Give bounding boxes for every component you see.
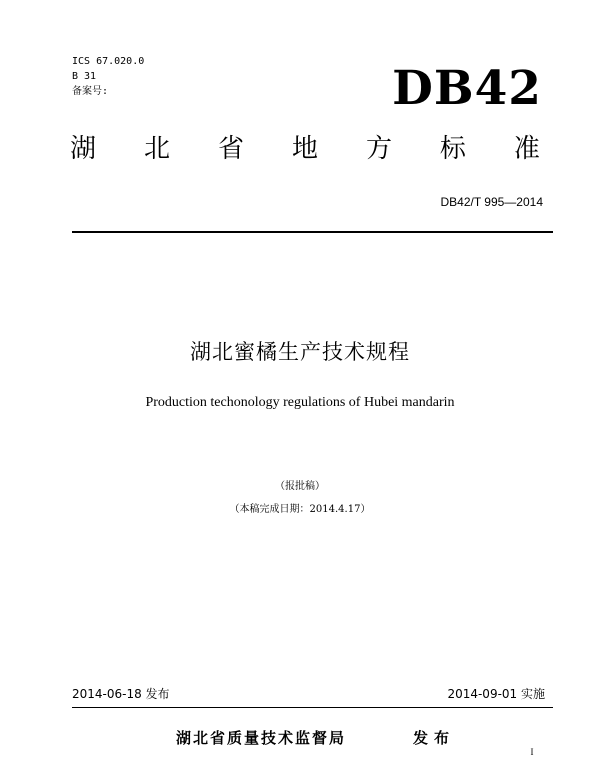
draft-completion-date: （本稿完成日期：2014.4.17） [229,504,371,515]
document-title-english: Production techonology regulations of Hubei mandarin [145,395,455,410]
standard-type-char: 标 [439,134,466,164]
standard-type-char: 地 [291,134,318,164]
standard-type-char: 准 [513,134,540,164]
header-divider [72,231,553,233]
standard-type-title [70,131,540,167]
standard-type-char: 北 [143,134,170,164]
standard-number: DB42/T 995—2014 [440,195,543,209]
standard-logo: DB42 [392,61,542,116]
ics-code: ICS 67.020.0 [72,56,145,67]
page-number: I [530,747,534,757]
standard-type-char: 省 [217,134,244,164]
issuing-authority: 湖北省质量技术监督局 [176,729,347,747]
implementation-date: 2014-09-01 实施 [447,687,545,701]
footer-divider [72,707,553,708]
issue-action: 发布 [413,729,456,747]
classification-code: B 31 [72,71,97,82]
standard-type-char: 湖 [70,134,97,164]
issue-date: 2014-06-18 发布 [72,687,170,701]
draft-status: （报批稿） [275,481,325,492]
document-title-chinese: 湖北蜜橘生产技术规程 [190,340,410,364]
standard-type-char: 方 [365,134,392,164]
record-number-label: 备案号: [72,86,109,97]
